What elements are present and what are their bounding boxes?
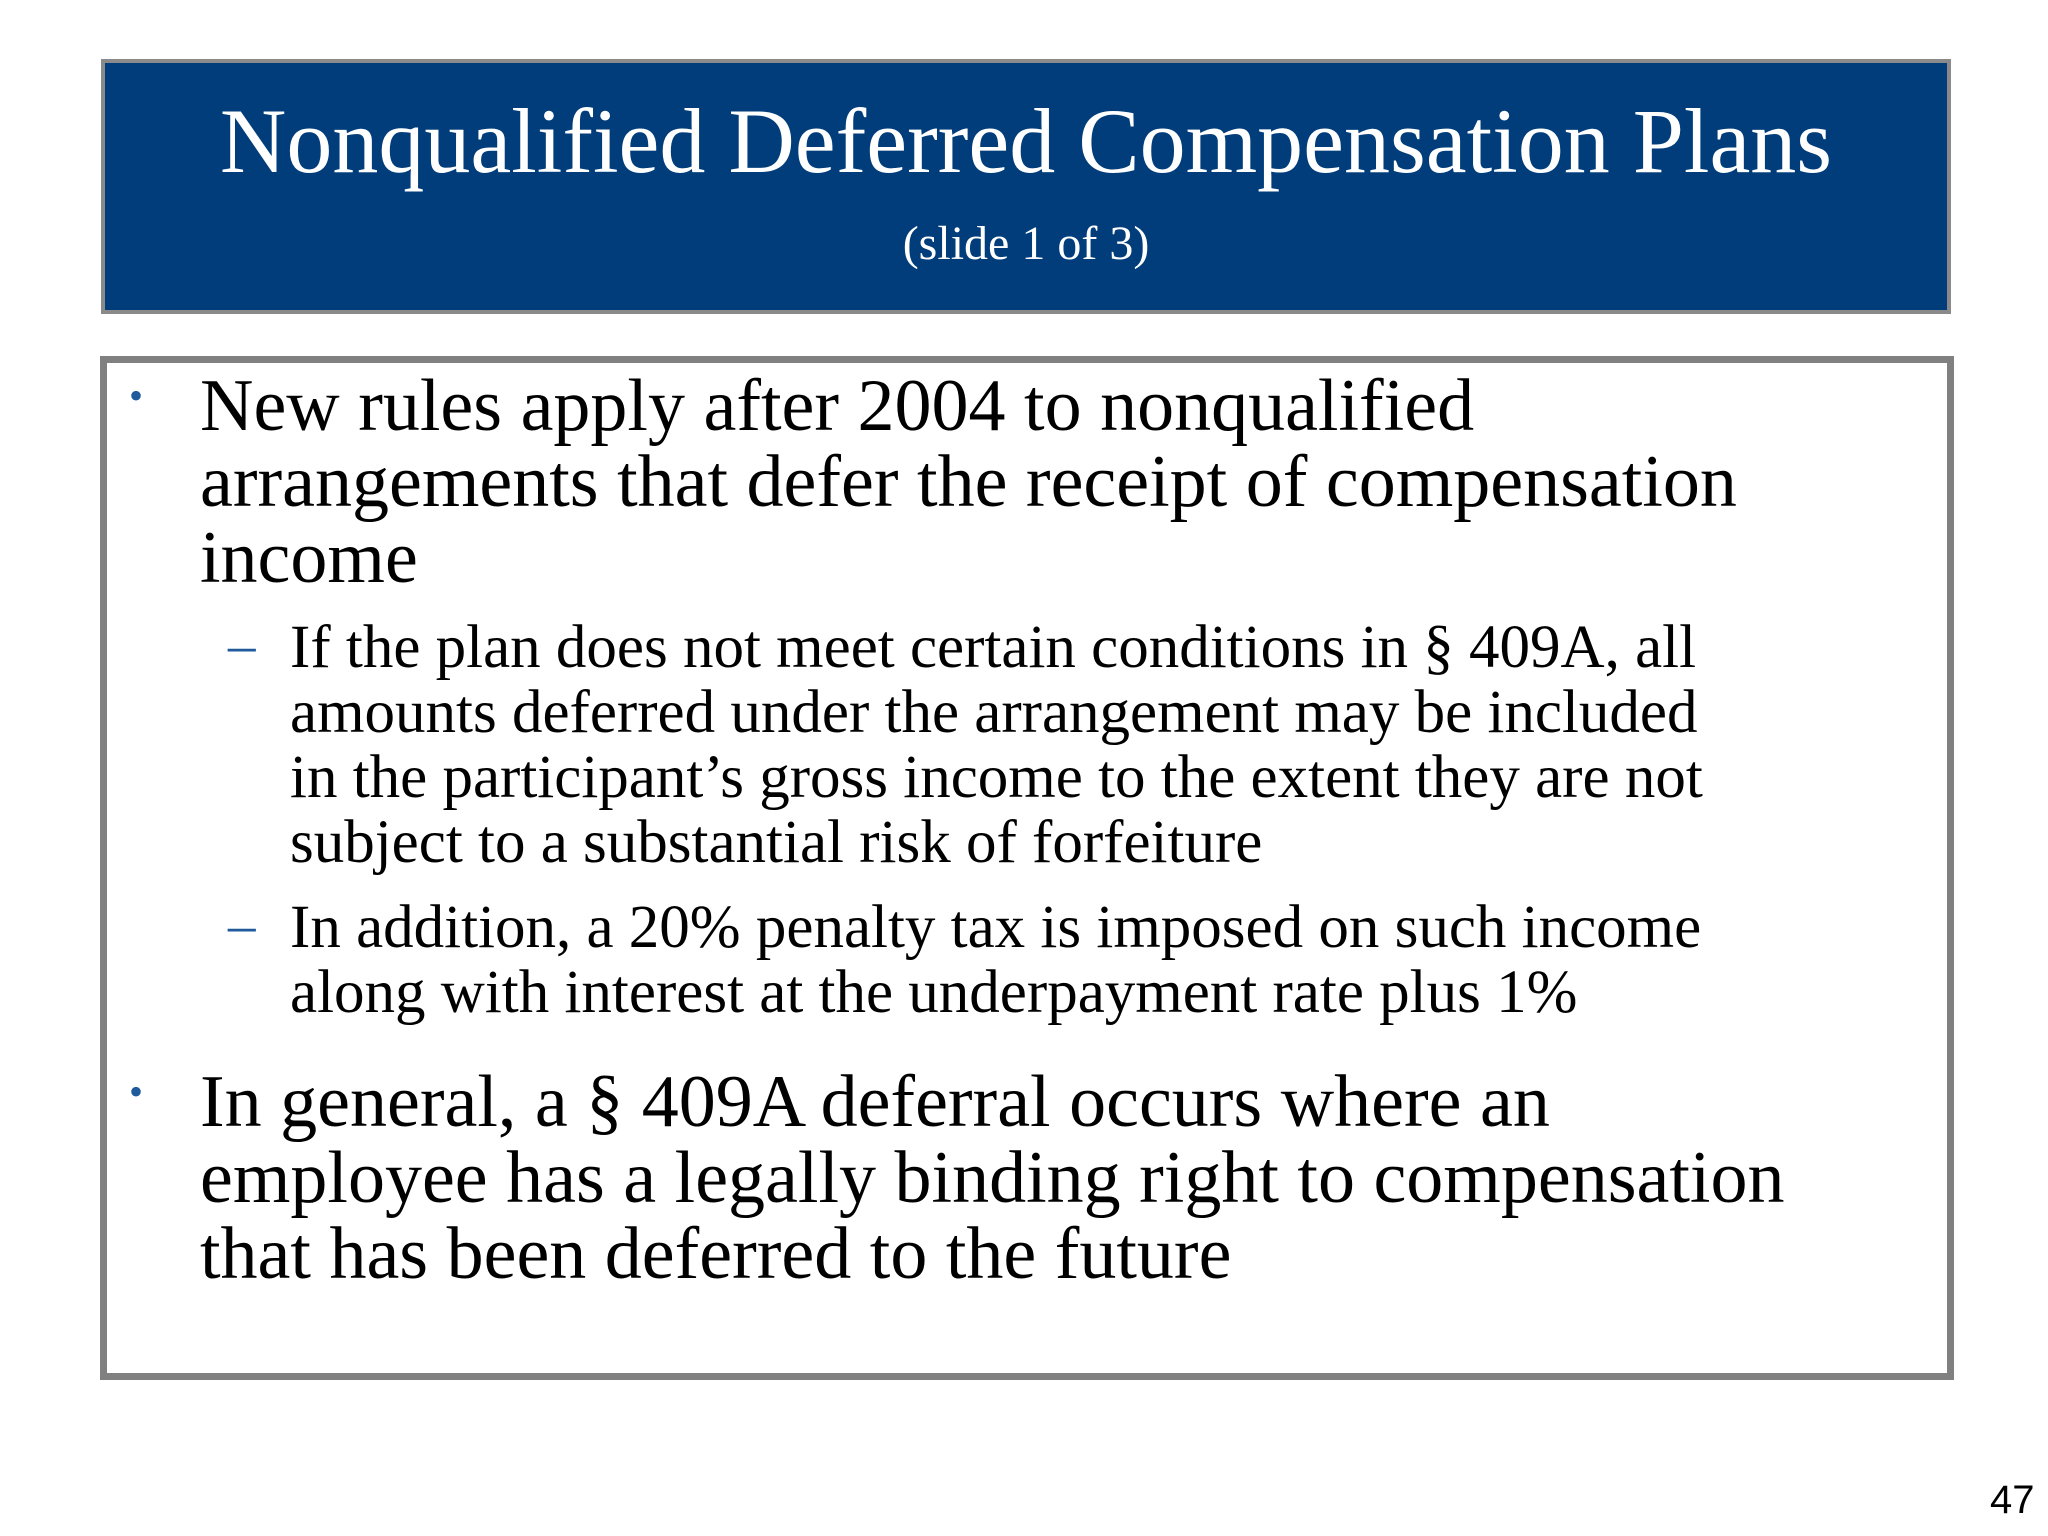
sub-item-1-line-1: If the plan does not meet certain conditions in § 409A, all — [290, 614, 1697, 681]
sub-bullet-marker: – — [228, 614, 256, 675]
bullet-2-line-3: that has been deferred to the future — [200, 1213, 1232, 1295]
bullet-1-line-2: arrangements that defer the receipt of compensation — [200, 441, 1737, 523]
page-number: 47 — [1990, 1478, 2035, 1522]
bullet-2-line-1: In general, a § 409A deferral occurs where an — [200, 1061, 1550, 1143]
bullet-1-line-3: income — [200, 517, 418, 599]
slide-subtitle: (slide 1 of 3) — [902, 217, 1150, 270]
sub-bullet-marker: – — [228, 894, 256, 955]
bullet-1-line-1: New rules apply after 2004 to nonqualified — [200, 365, 1475, 447]
sub-item-2-line-1: In addition, a 20% penalty tax is imposed on such income — [290, 894, 1702, 961]
bullet-2-line-2: employee has a legally binding right to compensation — [200, 1137, 1785, 1219]
sub-item-1-line-4: subject to a substantial risk of forfeiture — [290, 809, 1263, 876]
bullet-marker: • — [129, 373, 144, 418]
sub-item-1-line-2: amounts deferred under the arrangement may be included — [290, 679, 1698, 746]
sub-item-1-line-3: in the participant’s gross income to the extent they are not — [290, 744, 1703, 811]
title-banner — [101, 59, 1951, 314]
bullet-marker: • — [129, 1069, 144, 1114]
slide-title: Nonqualified Deferred Compensation Plans — [219, 90, 1833, 192]
sub-item-2-line-2: along with interest at the underpayment rate plus 1% — [290, 959, 1578, 1026]
